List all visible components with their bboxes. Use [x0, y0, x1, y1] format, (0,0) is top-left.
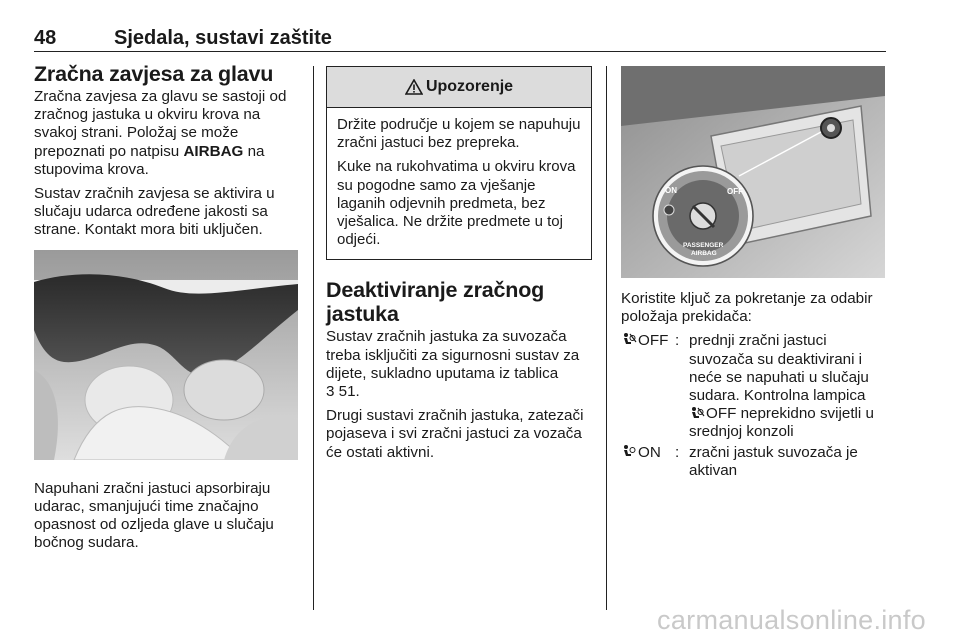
airbag-off-icon [621, 332, 637, 346]
page-number: 48 [34, 27, 57, 49]
switch-label-on: ON [665, 186, 677, 195]
airbag-label-text: AIRBAG [183, 142, 244, 160]
column-divider-2 [606, 66, 607, 610]
warning-header [327, 67, 591, 108]
watermark: carmanualsonline.info [657, 605, 926, 635]
column-curtain-airbag [34, 62, 300, 558]
definition-off-text: prednji zračni jastuci suvozača su deaktivirani i neće se napuhati u slučaju sudara. Kontrolna lampica OFF neprekidno svijetli u srednjoj konzoli [689, 332, 874, 441]
section-heading-deactivation: Deaktiviranje zračnog jastuka [326, 278, 545, 327]
definition-on: ON : zračni jastuk suvozača je aktivan [621, 444, 885, 480]
curtain-airbag-illustration [34, 250, 298, 460]
column-deactivation [326, 62, 592, 468]
airbag-switch-illustration [621, 66, 885, 278]
warning-box [326, 66, 592, 260]
column-switch [621, 62, 887, 482]
warning-text-1: Držite područje u kojem se napuhuju zračni jastuci bez prepreka. [337, 116, 581, 152]
glovebox-switch-drawing [621, 66, 885, 278]
paragraph-deactivation: Sustav zračnih jastuka za suvozača treba isključiti za sigurnosni sustav za dijete, sukladno uputama iz tablica 3 51. [326, 328, 580, 401]
section-heading-curtain: Zračna zavjesa za glavu [34, 62, 274, 86]
page-header [34, 27, 886, 52]
page-reference: 3 51. [326, 383, 360, 401]
warning-text-2: Kuke na rukohvatima u okviru krova su pogodne samo za vješanje laganih odjevnih predmeta, bez vješalica. Ne držite predmete u toj odjeći. [337, 158, 576, 249]
warning-title: Upozorenje [425, 78, 514, 95]
switch-positions-list [621, 332, 885, 480]
switch-label-airbag: AIRBAG [691, 250, 717, 257]
car-interior-airbag-drawing [34, 250, 298, 460]
paragraph-curtain-activation: Sustav zračnih zavjesa se aktivira u slučaju udarca određene jakosti sa strane. Kontakt mora biti uključen. [34, 185, 275, 239]
airbag-on-icon [621, 444, 637, 458]
page-title: Sjedala, sustavi zaštite [114, 27, 332, 49]
definition-on-text: zračni jastuk suvozača je aktivan [689, 443, 858, 479]
column-divider-1 [313, 66, 314, 610]
definition-off: OFF : prednji zračni jastuci suvozača su deaktivirani i neće se napuhati u slučaju sudara. Kontrolna lampica OFF neprekidno svijetli u srednjoj konzoli [621, 332, 885, 441]
warning-body [327, 108, 591, 259]
switch-label-passenger: PASSENGER [683, 242, 724, 249]
switch-label-off: OFF [727, 187, 743, 196]
paragraph-other-systems: Drugi sustavi zračnih jastuka, zatezači pojaseva i svi zračni jastuci za vozača će ostati aktivni. [326, 407, 584, 461]
paragraph-switch-intro: Koristite ključ za pokretanje za odabir položaja prekidača: [621, 290, 873, 326]
airbag-off-icon [689, 406, 705, 420]
paragraph-curtain-description: Zračna zavjesa za glavu se sastoji od zračnog jastuka u okviru krova na svakoj strani. Položaj se može prepoznati po natpisu AIRBAG na stupovima krova. [34, 88, 287, 178]
warning-triangle-icon [405, 79, 423, 95]
paragraph-curtain-benefit: Napuhani zračni jastuci apsorbiraju udarac, smanjujući time značajno opasnost od ozljeda glave u slučaju bočnog sudara. [34, 479, 274, 552]
